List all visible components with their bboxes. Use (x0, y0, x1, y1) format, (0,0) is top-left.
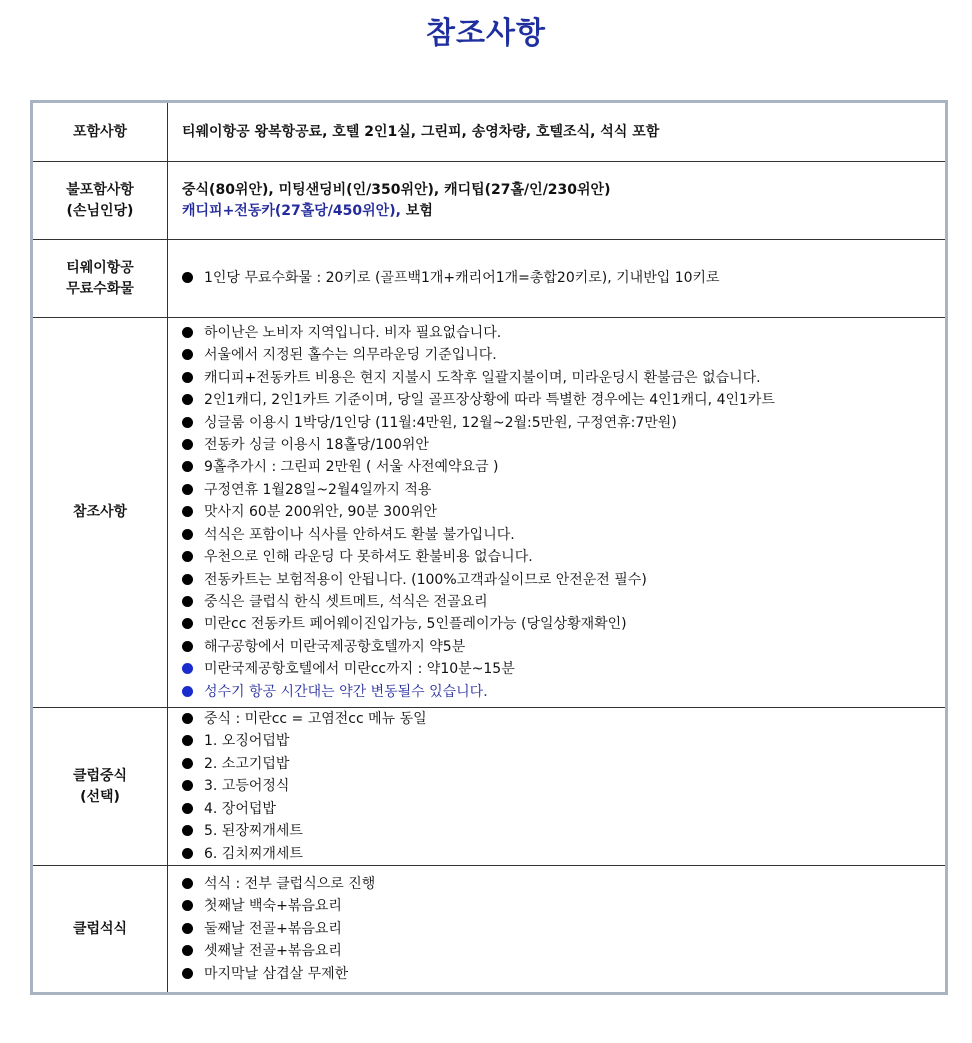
note-text: 석식은 포함이나 식사를 안하셔도 환불 불가입니다. (204, 526, 515, 543)
excluded-line1: 중식(80위안), 미팅샌딩비(인/350위안), 캐디팁(27홀/인/230위안) (182, 181, 611, 198)
bullet-icon (182, 803, 193, 814)
bullet-icon (182, 686, 193, 697)
list-item (182, 820, 945, 842)
bullet-icon (182, 551, 193, 562)
list-item (182, 501, 945, 523)
bullet-icon (182, 461, 193, 472)
bullet-icon (182, 758, 193, 769)
list-item (182, 963, 945, 985)
content-notes (168, 318, 947, 708)
label-included: 포함사항 (32, 102, 168, 162)
excluded-highlight: 캐디피+전동카(27홀당/450위안) (182, 202, 396, 219)
list-item (182, 412, 945, 434)
row-lunch (32, 708, 947, 866)
list-item (182, 873, 945, 895)
note-text: 전동카트는 보험적용이 안됩니다. (100%고객과실이므로 안전운전 필수) (204, 571, 647, 588)
note-text: 해구공항에서 미란국제공항호텔까지 약5분 (204, 638, 466, 655)
note-text: 전동카 싱글 이용시 18홀당/100위안 (204, 437, 429, 454)
note-text: 싱글룸 이용시 1박당/1인당 (11월:4만원, 12월~2월:5만원, 구정연휴:7만원) (204, 414, 677, 431)
bullet-icon (182, 596, 193, 607)
label-lunch-line2: (선택) (80, 788, 120, 805)
label-excluded (32, 162, 168, 240)
bullet-icon (182, 272, 193, 283)
label-baggage (32, 240, 168, 318)
dinner-text: 첫째날 백숙+볶음요리 (204, 898, 342, 915)
bullet-icon (182, 506, 193, 517)
note-text: 서울에서 지정된 홀수는 의무라운딩 기준입니다. (204, 347, 497, 364)
list-item (182, 681, 945, 703)
list-item (182, 434, 945, 456)
list-item (182, 389, 945, 411)
bullet-icon (182, 574, 193, 585)
note-text: 하이난은 노비자 지역입니다. 비자 필요없습니다. (204, 325, 502, 342)
excluded-sep: , (395, 202, 401, 219)
list-item (182, 636, 945, 658)
list-item (182, 591, 945, 613)
label-excluded-line2: (손님인당) (66, 202, 134, 219)
lunch-text: 2. 소고기덥밥 (204, 755, 290, 772)
label-lunch-line1: 클럽중식 (72, 767, 128, 784)
list-item (182, 613, 945, 635)
bullet-icon (182, 417, 193, 428)
note-text: 2인1캐디, 2인1카트 기준이며, 당일 골프장상황에 따라 특별한 경우에는 4인1캐디, 4인1카트 (204, 392, 775, 409)
bullet-icon (182, 439, 193, 450)
list-item (182, 479, 945, 501)
bullet-icon (182, 641, 193, 652)
bullet-icon (182, 923, 193, 934)
list-item (182, 367, 945, 389)
list-item (182, 524, 945, 546)
list-item (182, 895, 945, 917)
bullet-icon (182, 713, 193, 724)
content-baggage (168, 240, 947, 318)
row-baggage (32, 240, 947, 318)
bullet-icon (182, 900, 193, 911)
content-excluded (168, 162, 947, 240)
list-item (182, 456, 945, 478)
excluded-rest: 보험 (400, 202, 433, 219)
label-lunch (32, 708, 168, 866)
note-text: 미란국제공항호텔에서 미란cc까지 : 약10분~15분 (204, 661, 515, 678)
content-dinner (168, 866, 947, 994)
lunch-text: 6. 김치찌개세트 (204, 845, 303, 862)
label-baggage-line2: 무료수화물 (66, 280, 134, 297)
list-item (182, 344, 945, 366)
list-item (182, 775, 945, 797)
row-included (32, 102, 947, 162)
note-text: 미란cc 전동카트 페어웨이진입가능, 5인플레이가능 (당일상황재확인) (204, 616, 627, 633)
bullet-icon (182, 327, 193, 338)
lunch-text: 4. 장어덥밥 (204, 800, 276, 817)
lunch-text: 3. 고등어정식 (204, 778, 290, 795)
bullet-icon (182, 735, 193, 746)
bullet-icon (182, 825, 193, 836)
dinner-text: 둘째날 전골+볶음요리 (204, 920, 342, 937)
dinner-text: 셋째날 전골+볶음요리 (204, 943, 342, 960)
dinner-text: 석식 : 전부 클럽식으로 진행 (204, 875, 376, 892)
bullet-icon (182, 394, 193, 405)
baggage-text: 1인당 무료수화물 : 20키로 (골프백1개+캐리어1개=총합20키로), 기내반입 10키로 (204, 270, 720, 287)
note-text: 맛사지 60분 200위안, 90분 300위안 (204, 504, 438, 521)
dinner-text: 마지막날 삼겹살 무제한 (204, 965, 349, 982)
note-text: 중식은 클럽식 한식 셋트메트, 석식은 전골요리 (204, 593, 488, 610)
bullet-icon (182, 780, 193, 791)
lunch-text: 1. 오징어덥밥 (204, 733, 290, 750)
list-item (182, 753, 945, 775)
list-item (182, 798, 945, 820)
bullet-icon (182, 663, 193, 674)
lunch-text: 5. 된장찌개세트 (204, 823, 303, 840)
bullet-icon (182, 372, 193, 383)
label-dinner: 클럽석식 (32, 866, 168, 994)
note-text: 우천으로 인해 라운딩 다 못하셔도 환불비용 없습니다. (204, 549, 533, 566)
bullet-icon (182, 945, 193, 956)
content-included (168, 102, 947, 162)
note-text: 성수기 항공 시간대는 약간 변동될수 있습니다. (204, 683, 488, 700)
lunch-text: 중식 : 미란cc = 고염전cc 메뉴 동일 (204, 711, 427, 728)
list-item (182, 546, 945, 568)
list-item (182, 843, 945, 865)
bullet-icon (182, 878, 193, 889)
bullet-icon (182, 968, 193, 979)
bullet-icon (182, 484, 193, 495)
included-text: 티웨이항공 왕복항공료, 호텔 2인1실, 그린피, 송영차량, 호텔조식, 석식 포함 (182, 123, 660, 140)
list-item (182, 322, 945, 344)
label-baggage-line1: 티웨이항공 (66, 259, 134, 276)
page-title: 참조사항 (426, 16, 546, 51)
reference-table (30, 100, 948, 995)
list-item (182, 708, 945, 730)
content-lunch (168, 708, 947, 866)
row-notes (32, 318, 947, 708)
list-item (182, 918, 945, 940)
baggage-item (182, 267, 945, 289)
note-text: 캐디피+전동카트 비용은 현지 지불시 도착후 일괄지불이며, 미라운딩시 환불금은 없습니다. (204, 369, 761, 386)
label-notes: 참조사항 (32, 318, 168, 708)
label-excluded-line1: 불포함사항 (66, 181, 134, 198)
excluded-line2 (182, 201, 945, 222)
row-dinner (32, 866, 947, 994)
list-item (182, 940, 945, 962)
bullet-icon (182, 529, 193, 540)
note-text: 구정연휴 1월28일~2월4일까지 적용 (204, 481, 432, 498)
list-item (182, 658, 945, 680)
list-item (182, 730, 945, 752)
list-item (182, 569, 945, 591)
bullet-icon (182, 618, 193, 629)
note-text: 9홀추가시 : 그린피 2만원 ( 서울 사전예약요금 ) (204, 459, 499, 476)
row-excluded (32, 162, 947, 240)
bullet-icon (182, 848, 193, 859)
bullet-icon (182, 349, 193, 360)
